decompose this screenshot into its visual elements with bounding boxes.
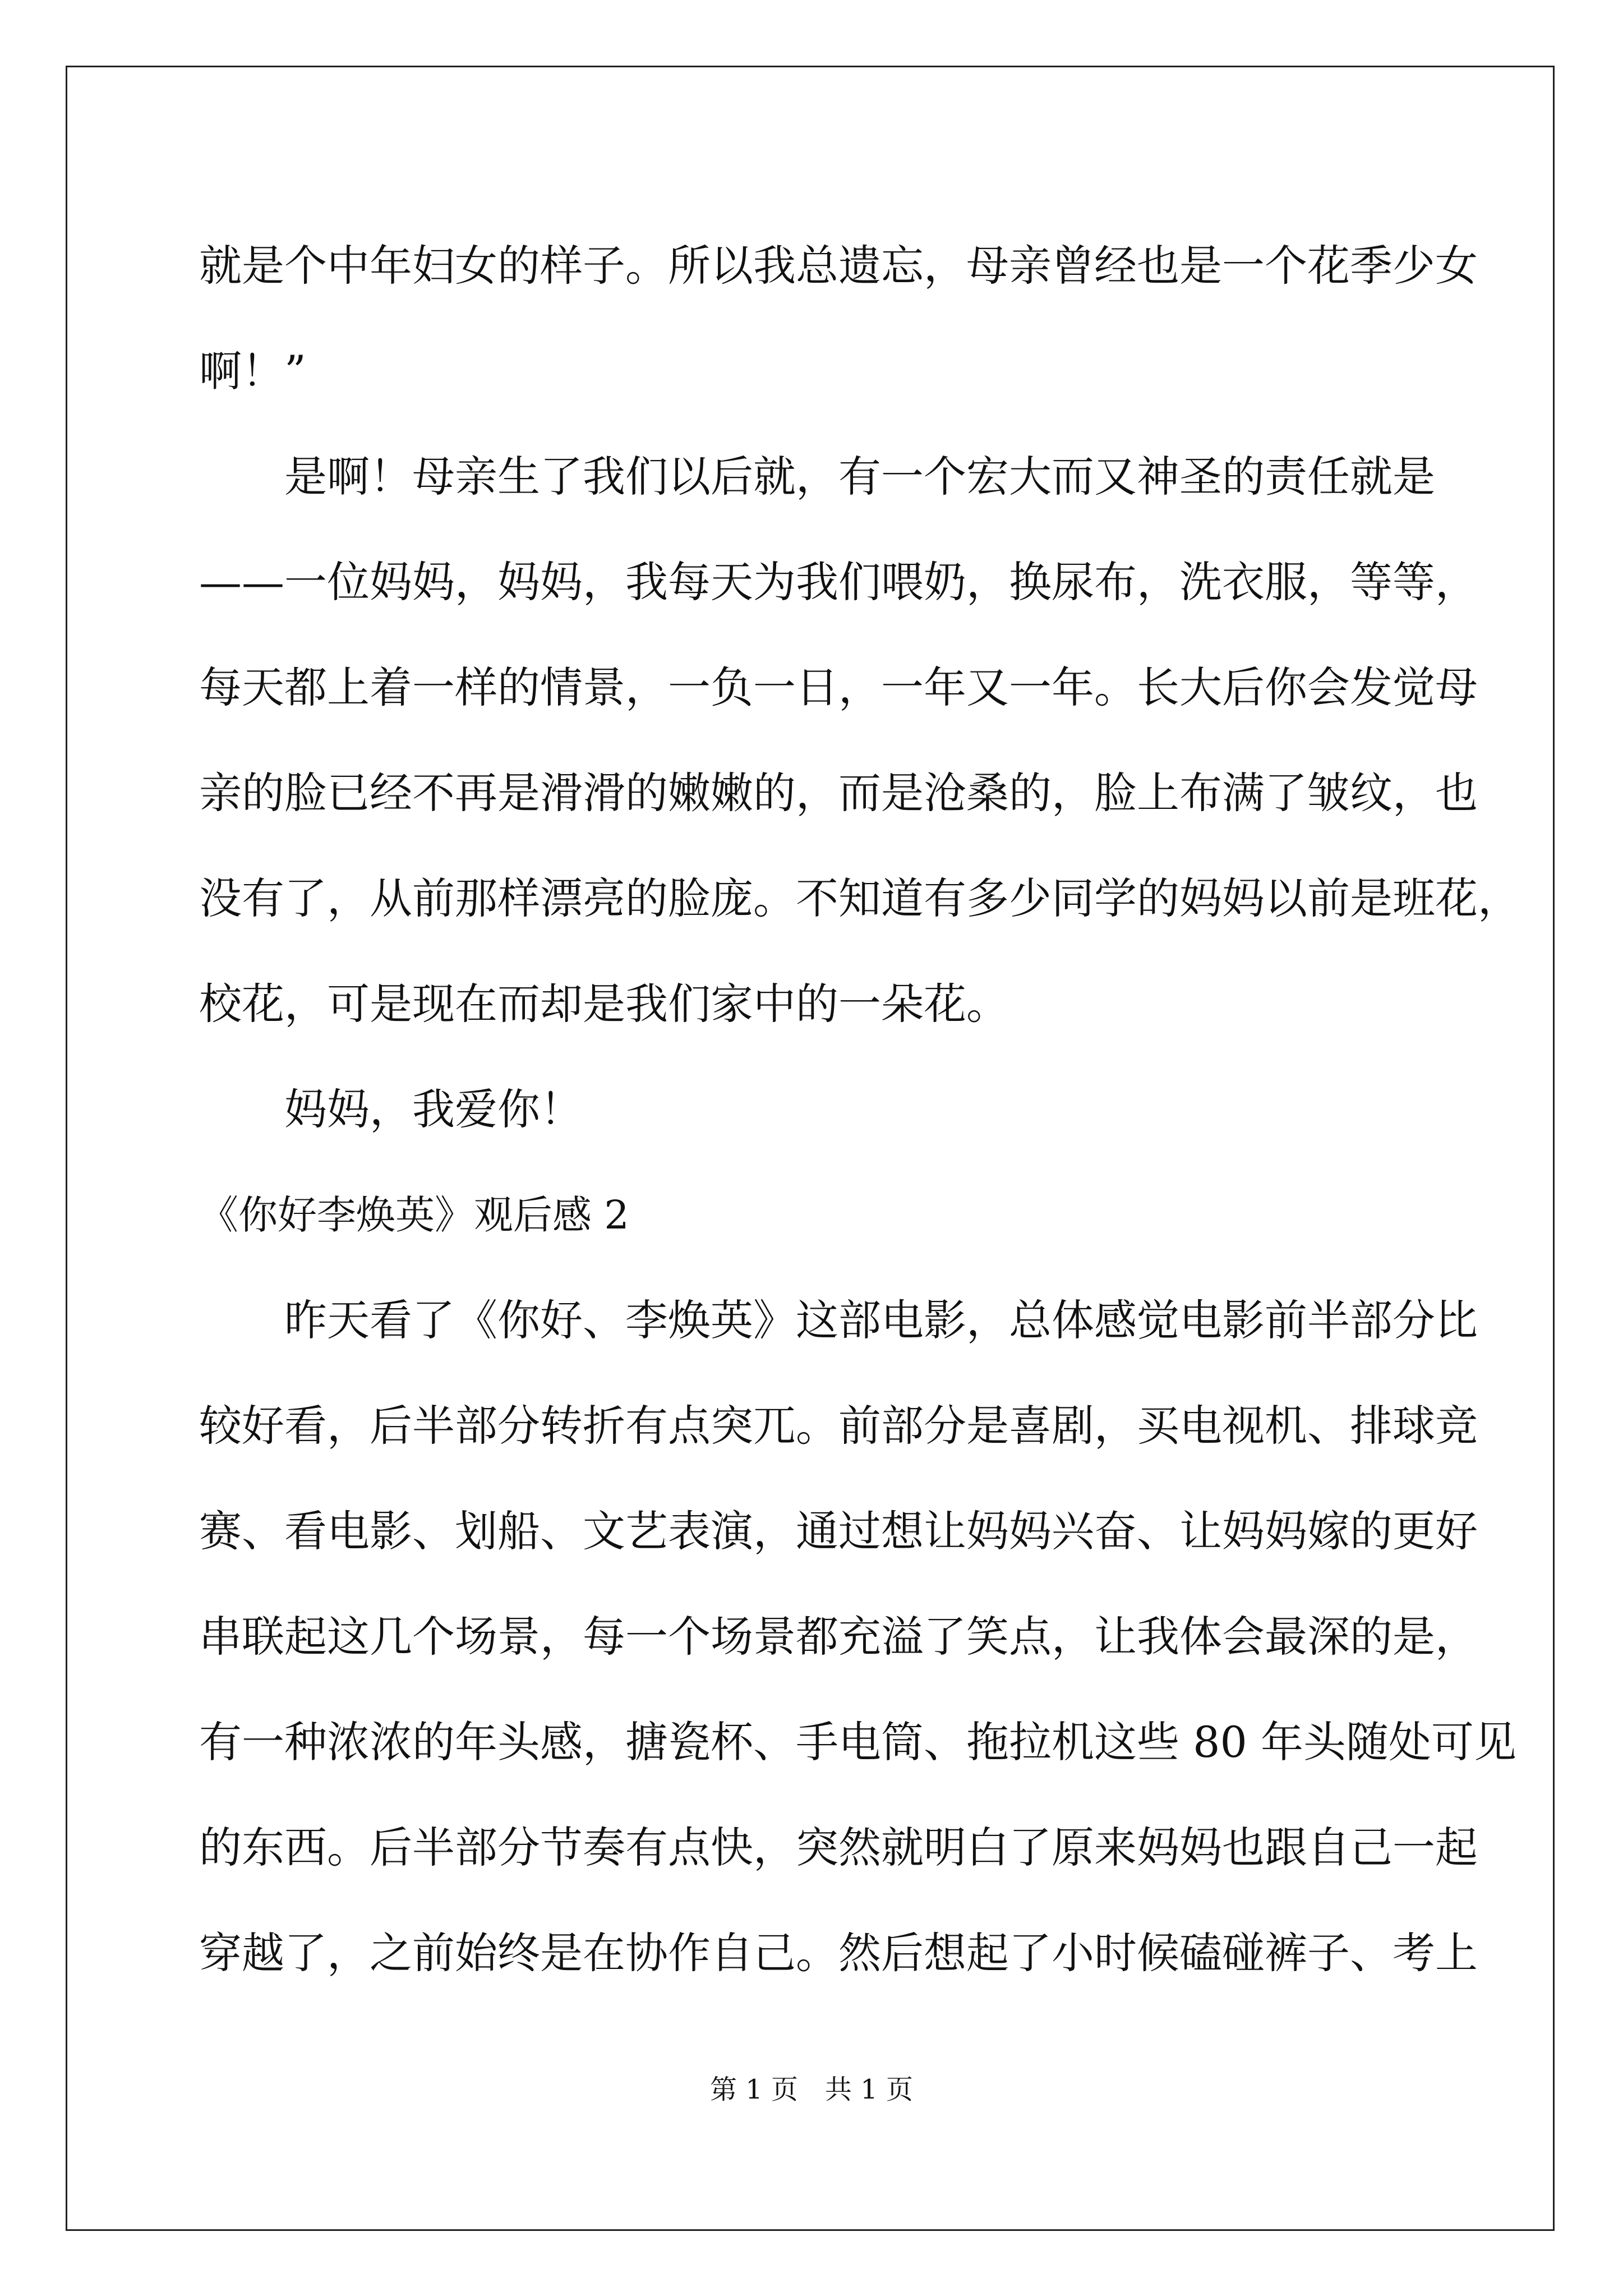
text-line: 就是个中年妇女的样子。所以我总遗忘，母亲曾经也是一个花季少女: [199, 241, 1478, 291]
text-line: 啊！”: [199, 346, 306, 396]
text-line: ——一位妈妈，妈妈，我每天为我们喂奶，换尿布，洗衣服，等等，: [199, 557, 1478, 607]
text-line: 每天都上着一样的情景，一负一日，一年又一年。长大后你会发觉母: [199, 662, 1478, 712]
text-line: 有一种浓浓的年头感，搪瓷杯、手电筒、拖拉机这些 80 年头随处可见: [199, 1717, 1517, 1767]
paragraph-3: [199, 1057, 1433, 1162]
text-line: 没有了，从前那样漂亮的脸庞。不知道有多少同学的妈妈以前是班花，: [199, 873, 1520, 923]
text-line: 校花，可是现在而却是我们家中的一朵花。: [199, 979, 1009, 1029]
text-line: 昨天看了《你好、李焕英》这部电影，总体感觉电影前半部分比: [284, 1295, 1478, 1345]
text-line: 串联起这几个场景，每一个场景都充溢了笑点，让我体会最深的是，: [199, 1612, 1478, 1662]
text-line: 的东西。后半部分节奏有点快，突然就明白了原来妈妈也跟自己一起: [199, 1823, 1478, 1872]
page-footer: 第 1 页 共 1 页: [709, 2074, 914, 2105]
text-line: 较好看，后半部分转折有点突兀。前部分是喜剧，买电视机、排球竞: [199, 1401, 1478, 1451]
paragraph-2: [199, 424, 1520, 1057]
text-line: 是啊！母亲生了我们以后就，有一个宏大而又神圣的责任就是: [284, 452, 1435, 501]
text-line: 妈妈，我爱你！: [284, 1084, 583, 1134]
paragraph-1: [199, 213, 1478, 424]
document-body: [199, 213, 1520, 2006]
text-line: 赛、看电影、划船、文艺表演，通过想让妈妈兴奋、让妈妈嫁的更好: [199, 1506, 1478, 1556]
text-line: 亲的脸已经不再是滑滑的嫩嫩的，而是沧桑的，脸上布满了皱纹，也: [199, 768, 1478, 818]
section-heading: 《你好李焕英》观后感 2: [199, 1192, 629, 1238]
text-line: 穿越了，之前始终是在协作自己。然后想起了小时候磕碰裤子、考上: [199, 1928, 1478, 1978]
paragraph-4: [199, 1268, 1517, 2006]
